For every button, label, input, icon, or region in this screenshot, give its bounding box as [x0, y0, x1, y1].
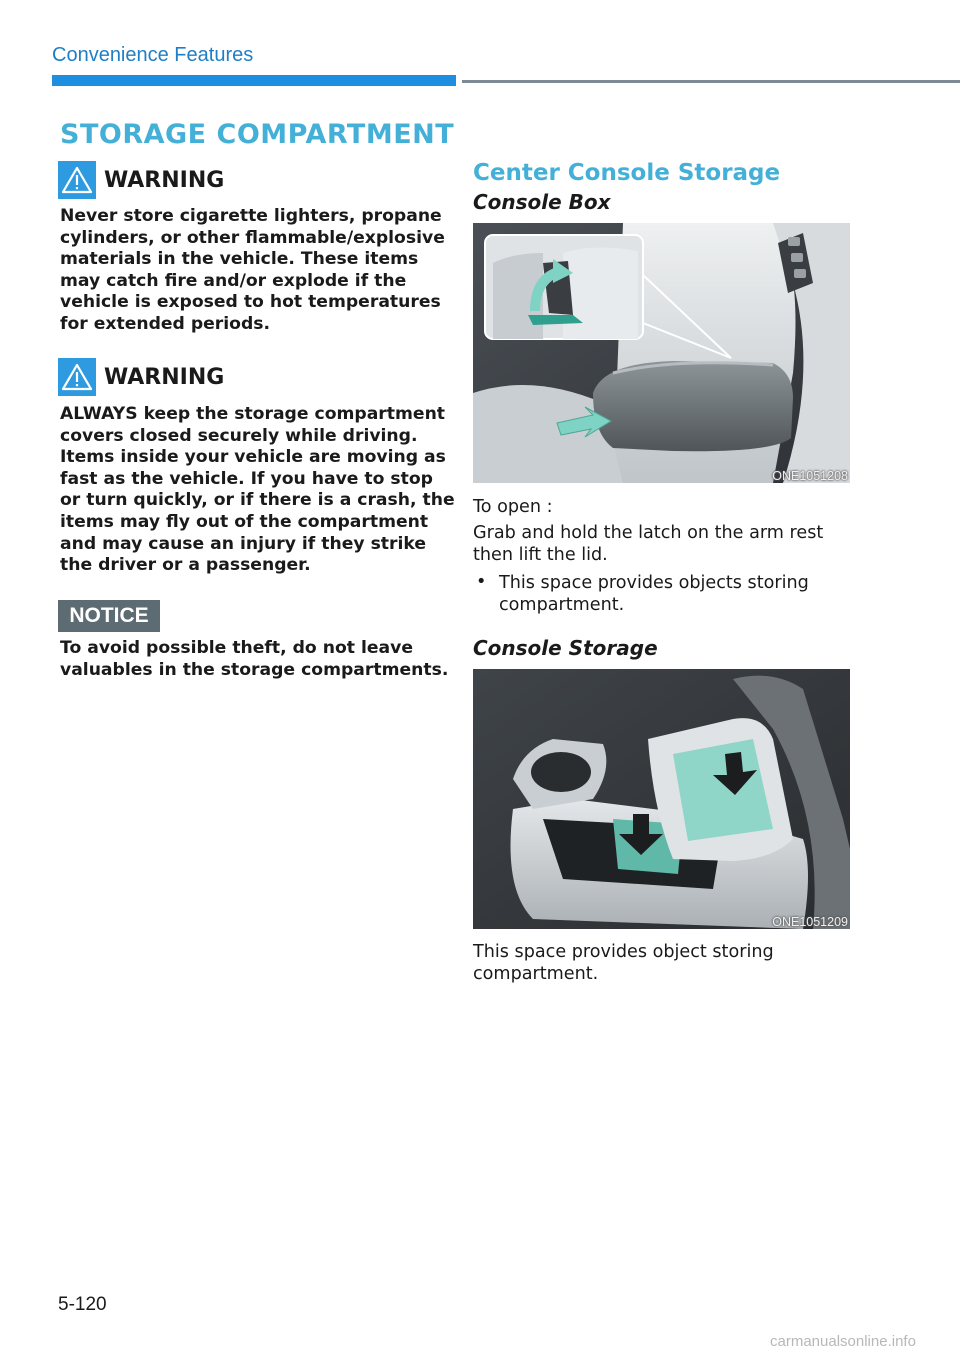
text-line: ALWAYS keep the storage compartment: [60, 404, 446, 424]
text-line: or turn quickly, or if there is a crash, the: [60, 490, 455, 511]
text-line: and may cause an injury if they strike: [60, 533, 427, 554]
text-line: covers closed securely while driving.: [60, 425, 418, 446]
console-box-heading: Console Box: [473, 190, 611, 214]
header-rule: [462, 80, 960, 83]
header-accent-bar: [52, 75, 456, 86]
text-line: compartment.: [499, 595, 625, 615]
text-line: Items inside your vehicle are moving as: [60, 447, 446, 468]
console-box-illustration: [473, 223, 850, 483]
warning-text-2: [60, 404, 455, 577]
console-box-bullet-text: [499, 572, 849, 616]
text-line: materials in the vehicle. These items: [60, 249, 419, 270]
text-line: fast as the vehicle. If you have to stop: [60, 468, 433, 489]
subsection-title: Center Console Storage: [473, 160, 781, 186]
running-header: Convenience Features: [52, 44, 254, 66]
notice-badge: NOTICE: [58, 600, 160, 632]
notice-text: [60, 638, 448, 681]
warning-label: WARNING: [104, 167, 225, 193]
watermark: carmanualsonline.info: [770, 1333, 916, 1350]
bullet-marker: •: [476, 572, 487, 592]
warning-triangle-icon: [58, 358, 96, 396]
warning-text-1: [60, 206, 445, 336]
text-line: Grab and hold the latch on the arm rest: [473, 523, 824, 543]
text-line: Never store cigarette lighters, propane: [60, 206, 442, 226]
figure-code: ONE1051208: [772, 469, 848, 483]
text-line: compartment.: [473, 964, 599, 984]
section-title: STORAGE COMPARTMENT: [60, 119, 455, 150]
console-box-figure: [473, 223, 850, 483]
figure-code: ONE1051209: [772, 915, 848, 929]
to-open-label: To open :: [473, 497, 553, 517]
text-line: This space provides object storing: [473, 942, 774, 962]
console-storage-figure: [473, 669, 850, 929]
page-number: 5-120: [58, 1294, 107, 1315]
console-storage-text: [473, 941, 853, 985]
text-line: cylinders, or other flammable/explosive: [60, 227, 445, 248]
warning-triangle-icon: [58, 161, 96, 199]
warning-heading-2: [58, 358, 224, 396]
text-line: To avoid possible theft, do not leave: [60, 638, 413, 658]
text-line: valuables in the storage compartments.: [60, 659, 449, 680]
text-line: for extended periods.: [60, 313, 271, 334]
text-line: the driver or a passenger.: [60, 555, 311, 576]
text-line: items may fly out of the compartment: [60, 511, 429, 532]
console-storage-heading: Console Storage: [473, 636, 658, 660]
console-box-instruction: [473, 522, 853, 566]
text-line: may catch fire and/or explode if the: [60, 270, 407, 291]
warning-heading-1: [58, 161, 224, 199]
text-line: then lift the lid.: [473, 545, 608, 565]
warning-label: WARNING: [104, 364, 225, 390]
text-line: This space provides objects storing: [499, 573, 809, 593]
console-storage-illustration: [473, 669, 850, 929]
text-line: vehicle is exposed to hot temperatures: [60, 292, 441, 313]
